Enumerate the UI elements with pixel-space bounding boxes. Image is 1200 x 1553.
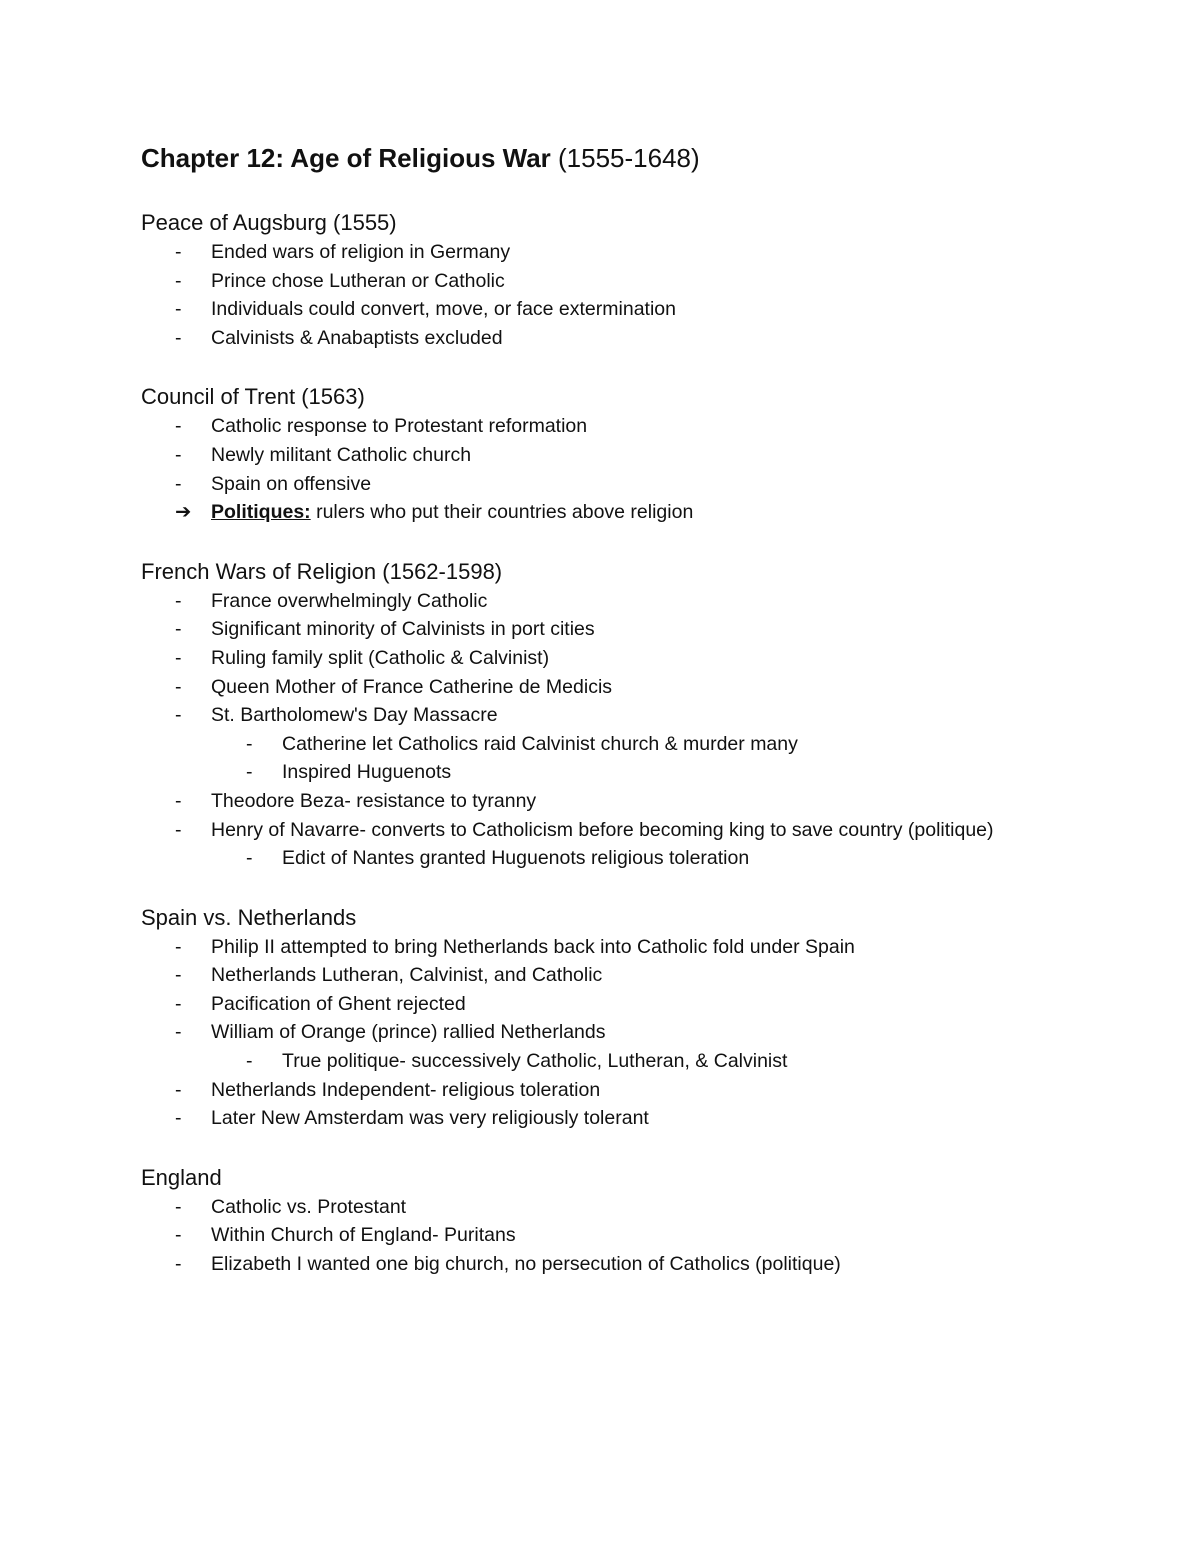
list-item: [141, 787, 1041, 816]
list-item-text: Inspired Huguenots: [282, 761, 452, 784]
list-item: [141, 701, 1041, 730]
dash-bullet: -: [175, 415, 182, 438]
list-item-text: Edict of Nantes granted Huguenots religious toleration: [282, 847, 750, 870]
dash-bullet: -: [175, 472, 182, 495]
list-item: [141, 933, 1041, 962]
dash-bullet: -: [175, 269, 182, 292]
section-council-of-trent: [141, 382, 1041, 526]
sub-list-item: [141, 730, 1041, 759]
sub-list-item: [141, 844, 1041, 873]
list-item-text: Calvinists & Anabaptists excluded: [211, 326, 503, 349]
list-item: [141, 644, 1041, 673]
list-item-text: Ended wars of religion in Germany: [211, 241, 511, 263]
bullet-list: [141, 587, 1041, 873]
list-item: [141, 441, 1041, 470]
section-heading: French Wars of Religion (1562-1598): [141, 558, 503, 584]
dash-bullet: -: [175, 935, 182, 958]
list-item: [141, 267, 1041, 296]
dash-bullet: -: [175, 589, 182, 612]
list-item-text: St. Bartholomew's Day Massacre: [211, 704, 498, 727]
sub-list-item: [141, 758, 1041, 787]
list-item-text: Ruling family split (Catholic & Calvinist): [211, 646, 550, 669]
bullet-list: [141, 933, 1041, 1133]
list-item-text: Pacification of Ghent rejected: [211, 992, 466, 1015]
section-heading: England: [141, 1164, 222, 1190]
list-item: [141, 295, 1041, 324]
dash-bullet: -: [175, 704, 182, 727]
list-item: [141, 1250, 1041, 1279]
list-item-arrow: [141, 498, 1041, 527]
list-item-text: Prince chose Lutheran or Catholic: [211, 269, 505, 292]
dash-bullet: -: [175, 1021, 182, 1044]
list-item-text: Catholic response to Protestant reformation: [211, 415, 588, 438]
section-heading: Council of Trent (1563): [141, 384, 365, 410]
dash-bullet: -: [175, 298, 182, 321]
list-item-text: William of Orange (prince) rallied Netherlands: [211, 1021, 606, 1044]
section-heading: Peace of Augsburg (1555): [141, 210, 397, 235]
list-item: [141, 1221, 1041, 1250]
list-item-text: Elizabeth I wanted one big church, no persecution of Catholics (politique): [211, 1253, 841, 1276]
arrow-bullet-icon: ➔: [175, 501, 192, 524]
dash-bullet: -: [175, 326, 182, 349]
section-heading: Spain vs. Netherlands: [141, 904, 357, 930]
page-title: [141, 140, 1041, 176]
list-item-text: France overwhelmingly Catholic: [211, 589, 488, 612]
list-item-text: Catherine let Catholics raid Calvinist church & murder many: [282, 732, 798, 755]
list-item-text: Significant minority of Calvinists in port cities: [211, 618, 595, 641]
list-item-text: Spain on offensive: [211, 472, 372, 495]
list-item-text: Catholic vs. Protestant: [211, 1195, 407, 1218]
list-item: [141, 1076, 1041, 1105]
dash-bullet: -: [175, 992, 182, 1015]
bullet-list: [141, 412, 1041, 526]
bullet-list: [141, 1193, 1041, 1279]
list-item: [141, 587, 1041, 616]
dash-bullet: -: [175, 675, 182, 698]
title-main: Chapter 12: Age of Religious War: [141, 143, 551, 173]
title-dates: (1555-1648): [550, 143, 700, 173]
list-item: [141, 412, 1041, 441]
dash-bullet: -: [246, 1050, 253, 1073]
list-item: [141, 238, 1041, 267]
list-item: [141, 816, 1041, 845]
list-item: [141, 324, 1041, 353]
list-item: [141, 1193, 1041, 1222]
list-item-text: True politique- successively Catholic, Lutheran, & Calvinist: [282, 1050, 788, 1073]
dash-bullet: -: [175, 646, 182, 669]
dash-bullet: -: [246, 847, 253, 870]
list-item-text: Philip II attempted to bring Netherlands back into Catholic fold under Spain: [211, 935, 855, 958]
list-item-text: Newly militant Catholic church: [211, 443, 472, 466]
list-item: [141, 961, 1041, 990]
section-peace-of-augsburg: [141, 208, 1041, 352]
list-item: [141, 1104, 1041, 1133]
list-item-text: Queen Mother of France Catherine de Medicis: [211, 675, 613, 698]
section-french-wars-of-religion: [141, 557, 1041, 873]
list-item-text: Henry of Navarre- converts to Catholicism before becoming king to save country (politique): [211, 818, 994, 841]
dash-bullet: -: [175, 964, 182, 987]
list-item: [141, 615, 1041, 644]
dash-bullet: -: [175, 818, 182, 841]
list-item-text: Netherlands Lutheran, Calvinist, and Catholic: [211, 964, 603, 987]
dash-bullet: -: [175, 1107, 182, 1130]
list-item: [141, 1018, 1041, 1047]
section-england: [141, 1163, 1041, 1279]
list-item: [141, 470, 1041, 499]
sub-list-item: [141, 1047, 1041, 1076]
document-page: [141, 140, 1041, 1309]
section-spain-vs-netherlands: [141, 903, 1041, 1133]
dash-bullet: -: [175, 1195, 182, 1218]
list-item-text: Theodore Beza- resistance to tyranny: [211, 789, 537, 812]
list-item-text: Individuals could convert, move, or face extermination: [211, 298, 676, 321]
dash-bullet: -: [175, 1253, 182, 1276]
list-item-text: Later New Amsterdam was very religiously tolerant: [211, 1107, 649, 1130]
list-item-text: Within Church of England- Puritans: [211, 1224, 516, 1247]
list-item: [141, 673, 1041, 702]
list-item-text: Netherlands Independent- religious toleration: [211, 1078, 601, 1101]
definition-text: rulers who put their countries above religion: [310, 501, 694, 524]
dash-bullet: -: [175, 618, 182, 641]
dash-bullet: -: [175, 1078, 182, 1101]
list-item: [141, 990, 1041, 1019]
definition-term: Politiques:: [211, 501, 311, 524]
dash-bullet: -: [175, 1224, 182, 1247]
dash-bullet: -: [246, 761, 253, 784]
dash-bullet: -: [175, 241, 182, 263]
dash-bullet: -: [175, 443, 182, 466]
bullet-list: [141, 238, 1041, 352]
dash-bullet: -: [246, 732, 253, 755]
dash-bullet: -: [175, 789, 182, 812]
